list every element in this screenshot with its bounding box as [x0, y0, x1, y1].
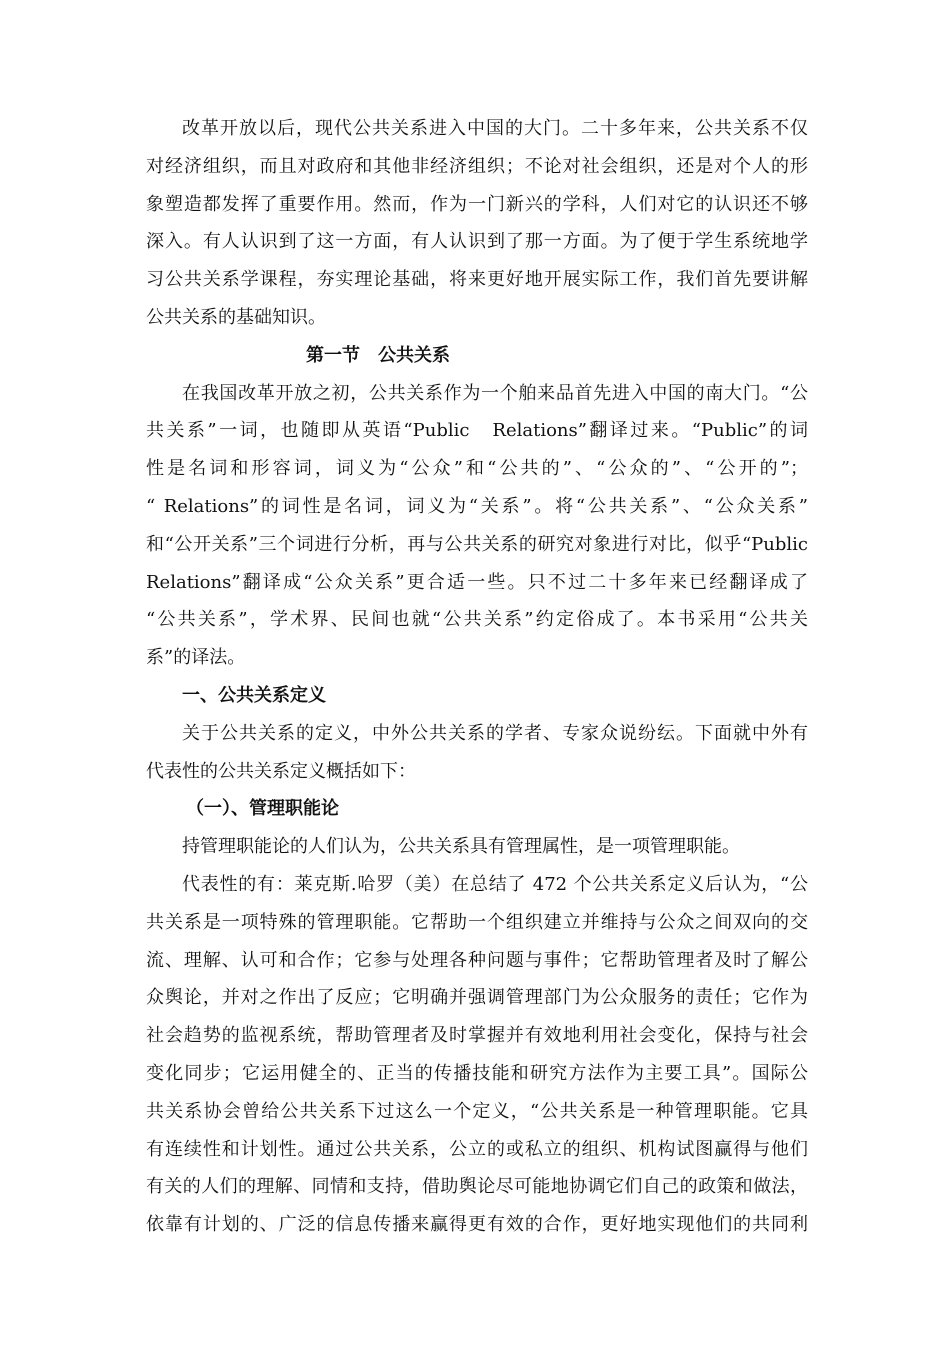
intro-line: 对经济组织，而且对政府和其他非经济组织；不论对社会组织，还是对个人的形 [146, 155, 808, 177]
management-paragraph-line: 有关的人们的理解、同情和支持，借助舆论尽可能地协调它们自己的政策和做法， [146, 1176, 808, 1198]
management-paragraph-line: 代表性的有：莱克斯.哈罗（美）在总结了 472 个公共关系定义后认为，“公 [182, 873, 808, 895]
management-paragraph-line: 共关系是一项特殊的管理职能。它帮助一个组织建立并维持与公众之间双向的交 [146, 911, 808, 933]
section-paragraph-line: 共关系”一词，也随即从英语“Public Relations”翻译过来。“Public”的词 [146, 420, 808, 442]
management-paragraph-line: 共关系协会曾给公共关系下过这么一个定义，“公共关系是一种管理职能。它具 [146, 1100, 808, 1122]
section-title: 第一节 公共关系 [306, 344, 450, 366]
management-paragraph-line: 有连续性和计划性。通过公共关系，公立的或私立的组织、机构试图赢得与他们 [146, 1138, 808, 1160]
section-paragraph-line: 在我国改革开放之初，公共关系作为一个舶来品首先进入中国的南大门。“公 [182, 382, 808, 404]
heading-management-function: （一）、管理职能论 [186, 798, 339, 820]
section-paragraph-line: 系”的译法。 [146, 647, 246, 669]
section-paragraph-line: Relations”翻译成“公众关系”更合适一些。只不过二十多年来已经翻译成了 [146, 571, 808, 593]
section-paragraph-line: 性是名词和形容词，词义为“公众”和“公共的”、“公众的”、“公开的”； [146, 458, 808, 480]
intro-line: 象塑造都发挥了重要作用。然而，作为一门新兴的学科，人们对它的认识还不够 [146, 193, 808, 215]
management-paragraph-line: 持管理职能论的人们认为，公共关系具有管理属性，是一项管理职能。 [182, 836, 740, 858]
intro-line: 深入。有人认识到了这一方面，有人认识到了那一方面。为了便于学生系统地学 [146, 231, 808, 253]
management-paragraph-line: 流、理解、认可和合作；它参与处理各种问题与事件；它帮助管理者及时了解公 [146, 949, 808, 971]
definition-paragraph-line: 代表性的公共关系定义概括如下： [146, 760, 416, 782]
intro-line: 改革开放以后，现代公共关系进入中国的大门。二十多年来，公共关系不仅 [182, 118, 808, 139]
intro-line: 习公共关系学课程，夯实理论基础，将来更好地开展实际工作，我们首先要讲解 [146, 269, 808, 291]
management-paragraph-line: 依靠有计划的、广泛的信息传播来赢得更有效的合作，更好地实现他们的共同利 [146, 1214, 808, 1236]
heading-definition: 一、公共关系定义 [182, 684, 326, 706]
intro-line: 公共关系的基础知识。 [146, 306, 326, 328]
document-body [146, 110, 808, 1244]
management-paragraph-line: 变化同步；它运用健全的、正当的传播技能和研究方法作为主要工具”。国际公 [146, 1062, 808, 1084]
definition-paragraph-line: 关于公共关系的定义，中外公共关系的学者、专家众说纷纭。下面就中外有 [182, 722, 808, 744]
section-paragraph-line: “ Relations”的词性是名词，词义为“关系”。将“公共关系”、“公众关系” [146, 495, 808, 517]
management-paragraph-line: 众舆论，并对之作出了反应；它明确并强调管理部门为公众服务的责任；它作为 [146, 987, 808, 1009]
management-paragraph-line: 社会趋势的监视系统，帮助管理者及时掌握并有效地利用社会变化，保持与社会 [146, 1025, 808, 1047]
section-paragraph-line: “公共关系”，学术界、民间也就“公共关系”约定俗成了。本书采用“公共关 [146, 609, 808, 631]
section-paragraph-line: 和“公开关系”三个词进行分析，再与公共关系的研究对象进行对比，似乎“Public [146, 533, 808, 555]
